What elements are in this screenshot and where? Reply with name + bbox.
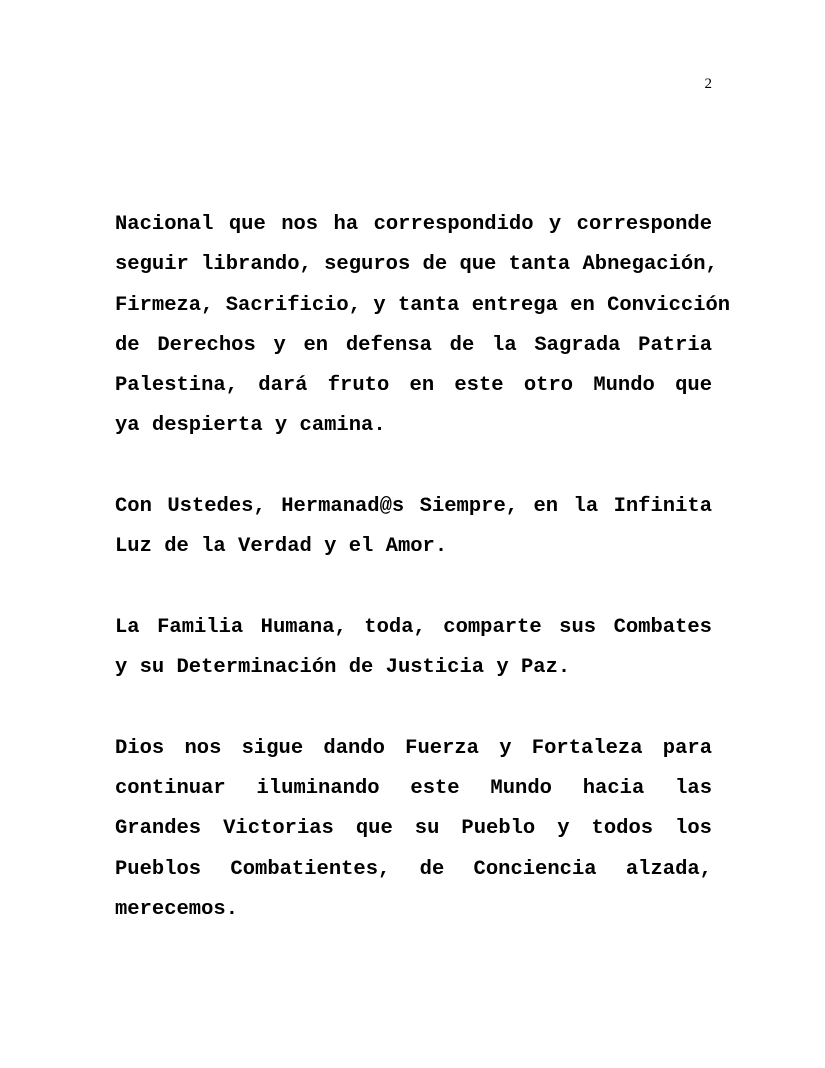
text-line: Firmeza, Sacrificio, y tanta entrega en Convicción [115,293,731,317]
text-line: merecemos. [115,898,239,922]
paragraph-1 [115,205,731,447]
text-line: Grandes Victorias que su Pueblo y todos los [115,817,712,841]
paragraph-4 [115,729,712,930]
text-line: La Familia Humana, toda, comparte sus Combates [115,615,712,639]
text-line: Nacional que nos ha correspondido y corresponde [115,213,712,236]
paragraph-2 [115,487,712,568]
page-number: 2 [704,76,712,92]
text-line: Dios nos sigue dando Fuerza y Fortaleza para [115,736,712,760]
text-line: Luz de la Verdad y el Amor. [115,535,448,559]
text-line: Palestina, dará fruto en este otro Mundo que [115,374,712,398]
text-line: de Derechos y en defensa de la Sagrada Patria [115,333,712,357]
text-line: y su Determinación de Justicia y Paz. [115,656,571,680]
letter-body [115,205,731,971]
text-line: Con Ustedes, Hermanad@s Siempre, en la Infinita [115,495,712,519]
text-line: Pueblos Combatientes, de Conciencia alzada, [115,857,712,881]
paragraph-3 [115,608,712,689]
text-line: seguir librando, seguros de que tanta Abnegación, [115,253,718,277]
text-line: ya despierta y camina. [115,414,386,438]
text-line: continuar iluminando este Mundo hacia las [115,777,712,801]
